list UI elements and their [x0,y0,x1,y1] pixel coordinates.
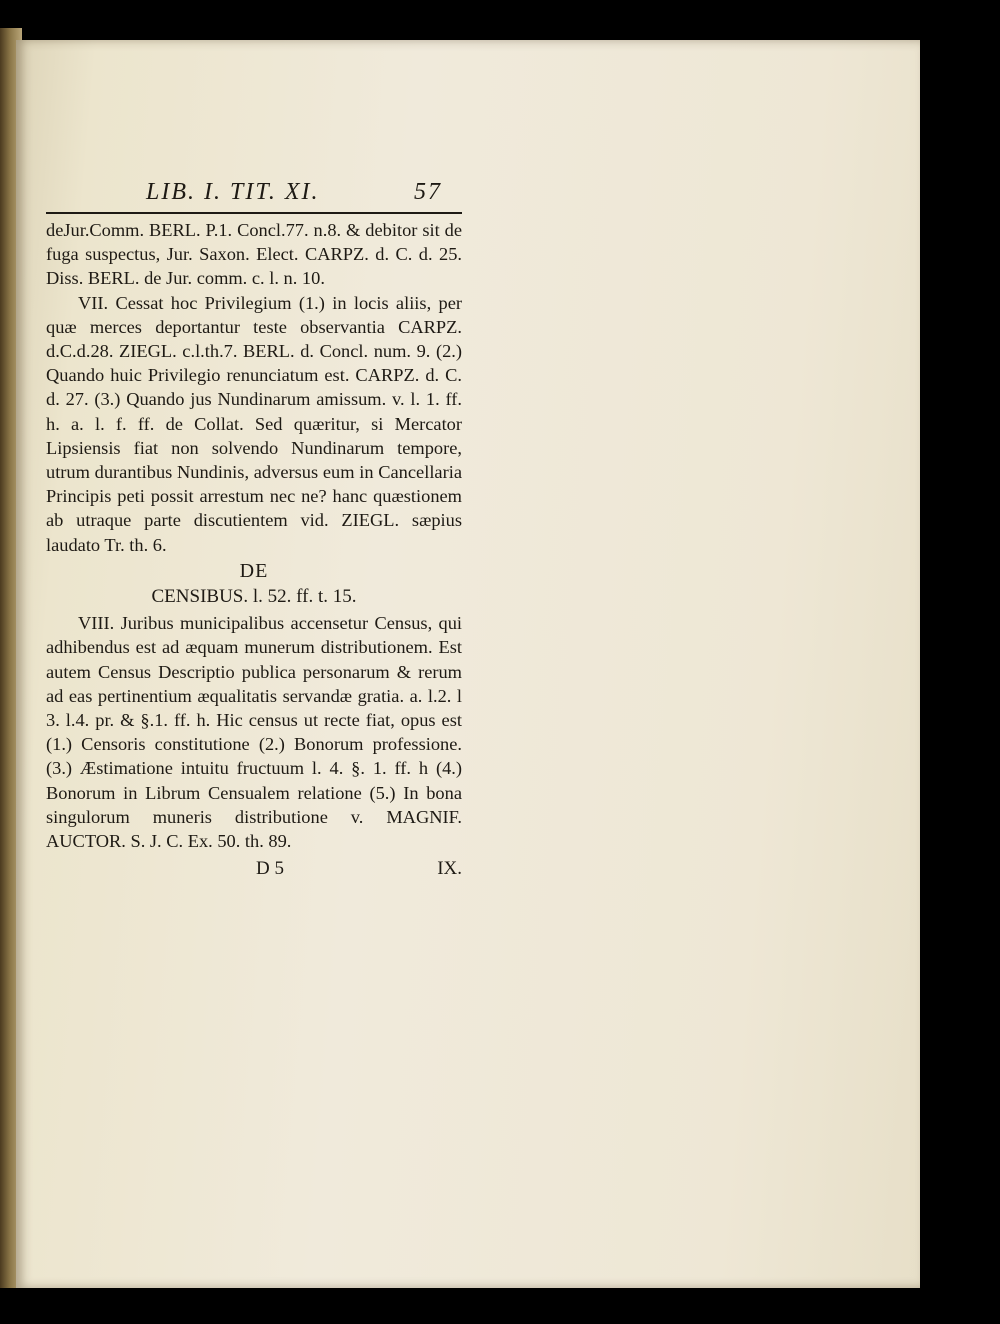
page-footer [46,853,462,881]
page-number: 57 [414,179,442,205]
header-rule [46,212,462,214]
signature-mark: D 5 [256,858,284,880]
paragraph-continuation: deJur.Comm. BERL. P.1. Concl.77. n.8. & debitor sit de fuga suspectus, Jur. Saxon. Elect. CARPZ. d. C. d. 25. Diss. BERL. de Jur. comm. c. l. n. 10. [46,220,462,289]
paragraph-viii: VIII. Juribus municipalibus accensetur Census, qui adhibendus est ad æquam munerum distributionem. Est autem Census Descriptio publica personarum & rerum ad eas pertinentium æqualitatis servandæ gratia. a. l.2. l 3. l.4. pr. & §.1. ff. h. Hic census ut recte fiat, opus est (1.) Censoris constitutione (2.) Bonorum professione. (3.) Æstimatione intuitu fructuum l. 4. §. 1. ff. h (4.) Bonorum in Librum Censualem relatione (5.) In bona singulorum muneris distributione v. MAGNIF. AUCTOR. S. J. C. Ex. 50. th. 89. [46,613,462,852]
paragraph-vii: VII. Cessat hoc Privilegium (1.) in locis aliis, per quæ merces deportantur teste observantia CARPZ. d.C.d.28. ZIEGL. c.l.th.7. BERL. d. Concl. num. 9. (2.) Quando huic Privilegio renunciatum est. CARPZ. d. C. d. 27. (3.) Quando jus Nundinarum amissum. v. l. 1. ff. h. a. l. f. ff. de Collat. Sed quæritur, si Mercator Lipsiensis fiat non solvendo Nundinarum tempore, utrum durantibus Nundinis, adversus eum in Cancellaria Principis peti possit arrestum nec ne? hanc quæstionem ab utraque parte discutientem vid. ZIEGL. sæpius laudato Tr. th. 6. [46,292,462,555]
section-heading: DE [239,559,269,582]
running-header [46,180,462,210]
text-block [46,180,462,881]
running-title: LIB. I. TIT. XI. [146,179,320,205]
book-page [16,40,920,1288]
section-subheading: CENSIBUS. l. 52. ff. t. 15. [151,586,357,608]
catchword: IX. [437,858,462,880]
